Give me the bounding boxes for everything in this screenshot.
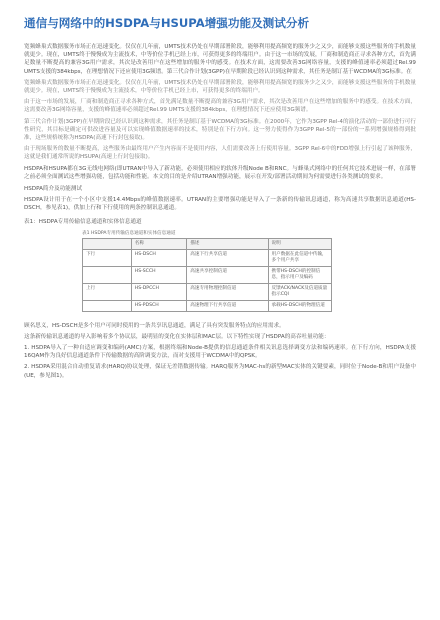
section-heading: HSDPA简介及功能测试 (24, 186, 83, 193)
table-header-cell: 描述 (187, 238, 268, 249)
body-section (24, 322, 416, 380)
table-row (83, 300, 332, 311)
table-header-cell: 名称 (131, 238, 187, 249)
table-cell: 高速共享控制信道 (187, 266, 268, 283)
table-row (83, 249, 332, 266)
table-row (83, 266, 332, 283)
table-cell: HS-SCCH (131, 266, 187, 283)
table-title: 表1 HSDPA专用传输信息通道和实体信息通道 (82, 230, 176, 236)
paragraph: 2. HSDPA采用混合自动重复请求(HARQ)协议处理，保证无差错数据传输。HARQ服务为MAC-hs的新型MAC实体的关键要素，同时位于Node-B和用户设备中(UE，参见图1)。 (24, 364, 416, 379)
paragraph: 这条新传输讯息通道的导入影响着多个协议层，最明显的变化在实体层和MAC层。以下特性实现了HSDPA的高吞吐量功能： (24, 333, 330, 340)
table-header-cell: 说明 (268, 238, 331, 249)
document-title: 通信与网络中的HSDPA与HSUPA增强功能及测试分析 (24, 16, 310, 30)
channel-table (82, 238, 332, 312)
table-row (83, 283, 332, 300)
paragraph: 由于现场服务的数量不断提高，这些服务由最终用户产生内容而不是使用内容，人们需要改善上行使用容量。3GPP Rel-6中的FDD增强上行引起了该种服务，这就是我们通常所说的HSUPA(高速上行封包接取)。 (24, 146, 416, 161)
table-cell: 高速物理下行共享信道 (187, 300, 268, 311)
paragraph: HSDPA设计用于在一个小区中支援14.4Mbps的峰值数据速率。UTRAN的主要增强功能是导入了一条新的传输讯息通道，称为高速共享数据讯息通道(HS-DSCH，参见表1)，供加上行和下行使用的两条控制讯息通道。 (24, 197, 416, 212)
table-cell: 反馈ACK/NACK及信道质量指示CQI (268, 283, 331, 300)
paragraph: 第三代合作计划(3GPP)在早期阶段已经认识到这种需求，其任务是制订基于WCDMA的3G标准。在2000年，它作为3GPP Rel-4的演化活动的一部份进行可行性研究，其目标是确定可供改进容量及可以实现峰值数据速率的技术，特别是在下行方向。这一努力使得作为3GPP Rel-5的一部份的一系列增强规格得到批准，这些规格统称为HSDPA(高速下行封包接取)。 (24, 118, 416, 142)
channel-table-figure (82, 230, 332, 312)
table-cell (83, 300, 132, 311)
table-cell: HS-DPCCH (131, 283, 187, 300)
paragraph: 宽频蜂巢式数据服务市场正在迅速变化。仅仅在几年前，UMTS技术仍处在早期部署阶段，能够利用提高频宽的服务少之又少，而能够支援这些服务的手机数量就更少。现在，UMTS终于慢慢成为主流技术，中等价位手机已经上市，可获得更多的终端用户。由于这一市场的发展，厂商和制造商正寻求各种方式，首先满足数量不断提高的兼容3G用户需求，其次是改善用户在这些增加的服务中的感受。在技术方面，这需要改善3G网络容量，支援的峰值速率必须超过Rel.99 UMTS支援的384kbps，在理想情况下还应使用3G频谱。第三代合作计划(3GPP)在早期阶段已经认识到这种需求，其任务是制订基于WCDMA的3G标准。在 (24, 44, 416, 75)
table-cell: HS-PDSCH (131, 300, 187, 311)
intro-section (24, 43, 416, 213)
table-header-cell (83, 238, 132, 249)
table-cell: 高速下行共享信道 (187, 249, 268, 266)
table-cell: HS-DSCH (131, 249, 187, 266)
paragraph: 宽频蜂巢式数据服务市场正在迅速变化。仅仅在几年前，UMTS技术仍处在早期部署阶段，能够利用提高频宽的服务少之又少，而能够支援这些服务的手机数量就更少。现在，UMTS终于慢慢成为主流技术，中等价位手机已经上市，可获得更多的终端用户。 (24, 79, 416, 95)
table-cell: 上行 (83, 283, 132, 300)
table-cell: 高速专用物理控制信道 (187, 283, 268, 300)
paragraph: 1. HSDPA导入了一种自适应调变和编码(AMC)方案，根据终端和Node-B提供的信息通道条件相关讯息选择调变方法和编码速率。在下行方向，HSDPA支援16QAM作为良好信息通道条件下传输数据的高阶调变方法，而对支援用于WCDMA中的QPSK。 (24, 345, 416, 360)
paragraph: 由于这一市场的发展，厂商和制造商正寻求各种方式，首先满足数量不断提高的兼容3G用户需求，其次是改善用户在这些增加的服务中的感受。在技术方面，这需要改善3G网络容量，支援的峰值速率必须超过Rel.99 UMTS支援的384kbps，在理想情况下还应使用3G频谱。 (24, 99, 416, 114)
paragraph: 顾名思义，HS-DSCH是多个用户可同时使用的一条共享讯息通道，满足了具有突发服务特点的应用需求。 (24, 322, 285, 329)
paragraph: HSDPA和HSUPA都在3G无线电网络(即UTRAN中导入了新功能，必须使用相应的软体升级Node B和RNC。与蜂巢式网络中的任何其它技术进展一样，在部署之前必须全面测试这些增强功能，包括功能和性能。本文的目的是介绍UTRAN增强功能，展示在开发/部署活动期间为何需要进行各类测试的要求。 (24, 165, 416, 180)
table-caption: 表1：HSDPA专用传输信息通道和实体信息通道 (24, 218, 142, 225)
table-cell: 用户数据在此信道中传输，多个用户共享 (268, 249, 331, 266)
table-cell: 携带HS-DSCH的控制信息，指示用户及编码 (268, 266, 331, 283)
table-cell: 下行 (83, 249, 132, 266)
table-cell: 承载HS-DSCH的物理信道 (268, 300, 331, 311)
table-header-row (83, 238, 332, 249)
table-cell (83, 266, 132, 283)
